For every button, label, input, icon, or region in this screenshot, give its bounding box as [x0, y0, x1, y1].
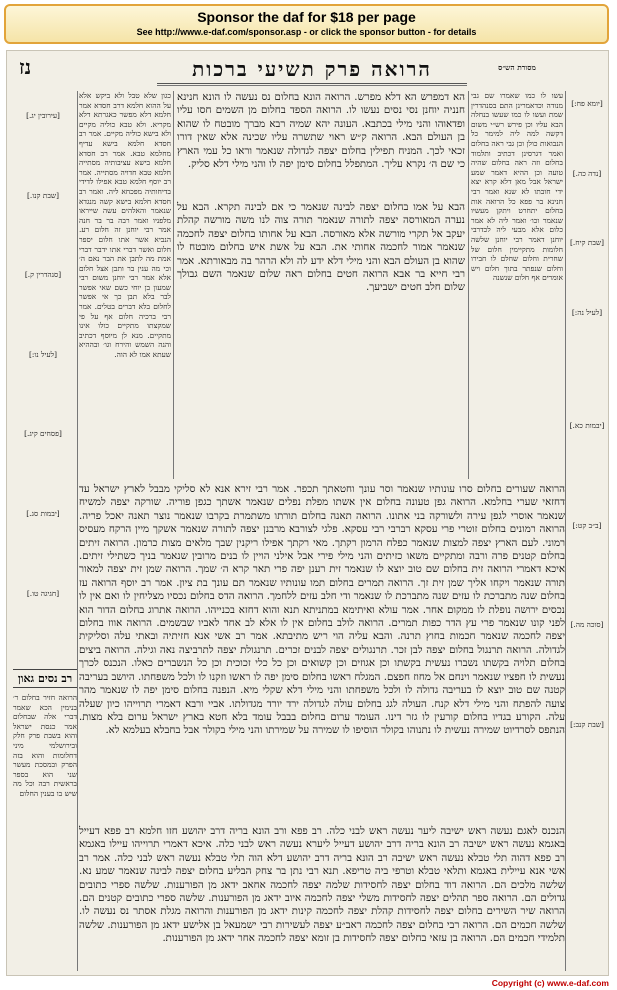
gemara-continuation: הבא על אמו בחלום יצפה לבינה שנאמר כי אם לבינה תקרא. הבא על נערה המאורסה יצפה לתורה שנאמר תורה צוה לנו משה מורשה קהלת יעקב אל תקרי מורשה אלא מאורסה. הבא על אחותו בחלום יצפה לחכמה שנאמר אמור לחכמה אחותי את. הבא על אשת איש בחלום מובטח לו שהוא בן העולם הבא והני מילי דלא ידע לה ולא הרהר בה מבאורתא. אמר רבי חייא בר אבא הרואה חטים בחלום ראה שלום שנאמר השם גבולך שלום חלב חטים ישביעך. [177, 202, 465, 294]
talmud-page [6, 50, 609, 976]
margin-ref: [יבמות סג.] [26, 508, 60, 518]
sidebox-title: רב נסים גאון [13, 669, 77, 688]
sponsor-banner[interactable] [4, 4, 609, 44]
right-column-title: מסורת הש״ס [498, 63, 536, 72]
right-margin-notes-lower [567, 381, 607, 921]
rashi-commentary: עשו לו כמו שאמרו שם גבי מנודה וכדאמרינן התם בסנהדרין שמת ועשו לו כמו שעשו בנחלה הבא עליו וכן פירש רש״י משום דקשה למה ליה למימר כל הנבואות כולן וכן גבי ראה בחלום ואמר דגרסינן דכתיב ותלמוד בחלום וזה ראה בחלום שהיה טועה וכן ההיא דאמר שמע ישראל אבל מאן דלא קרא יצא ידי חובתו לא שנא ואמר רבי חנינא בר פפא כל הרואה אות בחלום יתחרט ויתקן מעשיו שנאמר וכו׳ ואמר ליה לא אמר כלום אלא מבעי ליה לכדרבי יוחנן דאמר רבי יוחנן שלשה חלומות מתקיימין חלום של שחרית וחלום שחלם לו חבירו וחלום שנפתר בתוך חלום ויש אומרים אף חלום שנשנה [471, 91, 563, 283]
margin-ref: [לעיל נה:] [571, 307, 603, 317]
margin-ref: [נדה כה.] [572, 168, 602, 178]
sponsor-title[interactable]: Sponsor the daf for $18 per page [197, 9, 416, 25]
margin-ref: [יומא פח:] [571, 99, 603, 108]
column-divider [173, 91, 174, 479]
column-divider [565, 91, 566, 971]
right-column-heading [469, 63, 565, 73]
right-margin-notes [567, 59, 607, 359]
column-divider [468, 91, 469, 479]
page-number: נז [19, 55, 32, 79]
margin-ref: [פסחים קיג.] [24, 429, 62, 439]
margin-ref: [סוכה מה.] [570, 620, 604, 630]
page-header: הרואה פרק תשיעי ברכות [157, 57, 467, 84]
tosafot-commentary: כגון שלא טבל ולא ביקש אלא על ההוא חלמא דרב חסדא אמר חלמא דלא מפשר כאגרתא דלא מקריא. ולא טבא כוליה מקיים ולא בישא כוליה מקיים. אמר רב חסדא חלמא בישא עדיף מחלמא טבא. אמר רב חסדא חלמא בישא עציבותיה מסתייה חלמא טבא חדויה מסתייה. אמר רב יוסף חלמא טבא אפילו לדידי בדיחותיה מפכחא ליה. ואמר רב חסדא חלמא בישא קשה מנגדא שנאמר והאלהים עשה שייראו מלפניו ואמר רבה בר בר חנה אמר רבי יוחנן זה חלום רע. הנביא אשר אתו חלום יספר חלום ואשר דברי אתו ידבר דברי אמת מה לתבן את הבר נאם ה׳ וכי מה ענין בר ותבן אצל חלום אלא אמר רבי יוחנן משום רבי שמעון בן יוחי כשם שאי אפשר לבר בלא תבן כך אי אפשר לחלום בלא דברים בטלים. אמר רבי ברכיה חלום אף על פי שמקצתו מתקיים כולו אינו מתקיים. מנא לן מיוסף דכתיב והנה השמש והירח וגו׳ ובההיא שעתא אמו לא הוה. [79, 91, 171, 360]
margin-ref: [שבת קנב:] [570, 719, 604, 729]
margin-ref: [יבמות כא.] [569, 421, 605, 430]
column-divider [77, 91, 78, 971]
margin-ref: [ב״ב קט:] [572, 520, 602, 530]
margin-ref: [חגיגה טו.] [26, 588, 60, 598]
header-rule [157, 85, 467, 86]
gemara-lower: הרואה שעורים בחלום סרו עונותיו שנאמר וסר עונך וחטאתך תכפר. אמר רבי זירא אנא לא סליקי מבבל לארץ ישראל עד דחזאי שערי בחלמא. הרואה גפן טעונה בחלום אין אשתו מפלת נפלים שנאמר אשתך כגפן פוריה. שורקה יצפה למשיח שנאמר אוסרי לגפן עירה ולשורקה בני אתונו. הרואה תאנה בחלום תורתו משתמרת בקרבו שנאמר נוצר תאנה יאכל פריה. הרואה רמונים בחלום זוטרי פרי עסקא רברבי רבי עסקא. פלגי לצורבא מרבנן יצפה לתורה שנאמר אשקך מיין הרקח מעסיס רמוני. לעם הארץ יצפה למצות שנאמר כפלח הרמון רקתך. מאי רקתך אפילו ריקנין שבך מלאים מצות כרמון. הרואה זיתים בחלום קטנים פרה ורבה ומתקיים משאו כזיתים והני מילי פירי אבל אילני הויין לו בנים מרובין שנאמר בניך כשתילי זיתים. איכא דאמרי הרואה זית בחלום שם טוב יוצא לו שנאמר זית רענן יפה פרי תאר קרא ה׳ שמך. הרואה שמן זית יצפה למאור תורה שנאמר ויקחו אליך שמן זית זך. הרואה תמרים בחלום תמו עונותיו שנאמר תם עונך בת ציון. אמר רב יוסף הרואה עז בחלום שנה מתברכת לו עזים שנה מתברכת לו שנאמר ודי חלב עזים ללחמך. הרואה הדס בחלום נכסיו מצליחין לו ואם אין לו נכסים ירושה נופלת לו ממקום אחר. אמר עולא ואיתימא במתניתא תנא והוא דחזא בכנייהו. הרואה אתרוג בחלום הדור הוא לפני קונו שנאמר פרי עץ הדר כפות תמרים. הרואה לולב בחלום אין לו אלא לב אחד לאביו שבשמים. הרואה אווז בחלום יצפה לחכמה שנאמר חכמות בחוץ תרנה. והבא עליה הוי ריש מתיבתא. אמר רב אשי אנא חזיתיה ובאתי עלה וסליקית לגדולה. הרואה תרנגול בחלום יצפה לבן זכר. תרנגולים יצפה לבנים זכרים. תרנגולת יצפה לתרביצה נאה וגילה. הרואה ביצים בחלום תלויה בקשתו נשברו נעשית בקשתו וכן אגוזים וכן קשואים וכן כל כלי זכוכית וכן כל הנשברים כאלו. הנכנס לכרך נעשית לו חפציו שנאמר וינחם אל מחוז חפצם. המגלח ראשו בחלום סימן יפה לו ראשו וזקנו לו ולכל משפחתו. היושב בעריבה קטנה שם טוב יוצא לו בעריבה גדולה לו ולכל משפחתו והני מילי דלא שקלי מיא. הנפנה בחלום סימן יפה לו שנאמר מהר צועה להפתח והני מילי דלא קנח. העולה לגג בחלום עולה לגדולה ירד יורד מגדולתו. אביי ורבא דאמרי תרוייהו כיון שעלה עלה. הקורע בגדיו בחלום קורעין לו גזר דינו. העומד ערום בחלום בבבל עומד בלא חטא בארץ ישראל ערום בלא מצות. הנתפס לסרדיוט שמירה נעשית לו נתנוהו בקולר הוסיפו לו שמירה על שמירתו והני מילי בקולר אבל בחבלא בעלמא לא. [79, 484, 565, 737]
copyright-notice[interactable]: Copyright (c) www.e-daf.com [491, 978, 609, 988]
gemara-closing: הנכנס לאגם נעשה ראש ישיבה ליער נעשה ראש לבני כלה. רב פפא ורב הונא בריה דרב יהושע חזו חלמא רב פפא דעייל באגמא נעשה ראש ישיבה רב הונא בריה דרב יהושע דעייל ליערא נעשה ראש לבני כלה. איכא דאמרי תרוייהו עיילו באגמא רב פפא דהוה תלי טבלא נעשה ראש ישיבה רב הונא בריה דרב יהושע דלא הוה תלי טבלא נעשה ראש לבני כלה. אמר רב אשי אנא עיילית באגמא ותלאי טבלא וטרפי ביה טריפא. תנא רבי נתן בר צחק הבליע בחלום יצפה לבינה שנאמר שמע נא. שלשה מלכים הם. הרואה דוד בחלום יצפה לחסידות שלמה יצפה לחכמה אחאב ידאג מן הפורענות. שלשה ספרי כתובים גדולים הם. הרואה ספר תהלים יצפה לחסידות משלי יצפה לחכמה איוב ידאג מן הפורענות. שלשה ספרי כתובים קטנים הם. הרואה שיר השירים בחלום יצפה לחסידות קהלת יצפה לחכמה קינות ידאג מן הפורענות והרואה מגלת אסתר נס נעשה לו. שלשה חכמים הם. הרואה רבי בחלום יצפה לחכמה ראב״ע יצפה לעשירות רבי ישמעאל בן אלישע ידאג מן הפורענות. שלשה תלמידי חכמים הם. הרואה בן עזאי בחלום יצפה לחסידות בן זומא יצפה לחכמה אחר ידאג מן הפורענות. [79, 826, 565, 945]
margin-ref: [עירובין יג.] [26, 111, 60, 120]
margin-ref: [שבת קנו.] [26, 190, 60, 200]
margin-ref: [סנהדרין ק.] [24, 270, 62, 280]
margin-ref: [לעיל נו:] [29, 349, 57, 359]
left-margin-notes [11, 91, 75, 651]
sidebox-text: הרואה חזיר בחלום ר׳ בנימין הכא שאמר דברי אלה שבחלום אמר כנסת ישראל והוא בשבת פרק חלק ובירושלמי מיני דחלומות והוא בזה הפרק ובמסכת מעשר שני הוא בספר בראשית רבה וכל מה שיש בו בענין החלום [13, 693, 77, 798]
gemara-opening: הא דמפרש הא דלא מפרש. הרואה הונא בחלום נס נעשה לו הונא חנינא חנניה יוחנן נסי נסים נעשו לו. הרואה הספד בחלום מן השמים חסו עליו ופדאוהו והני מילי בכתבא. העונה יהא שמיה רבא מברך מובטח לו שהוא בן העולם הבא. הרואה ק״ש ראוי שתשרה עליו שכינה אלא שאין דורו זכאי לכך. המניח תפילין בחלום יצפה לגדולה שנאמר וראו כל עמי הארץ כי שם ה׳ נקרא עליך. המתפלל בחלום סימן יפה לו והני מילי דלא סליק. [177, 92, 465, 171]
margin-ref: [שבת קיח.] [569, 238, 605, 248]
sponsor-subtitle[interactable]: See http://www.e-daf.com/sponsor.asp - or click the sponsor button - for details [136, 27, 477, 37]
